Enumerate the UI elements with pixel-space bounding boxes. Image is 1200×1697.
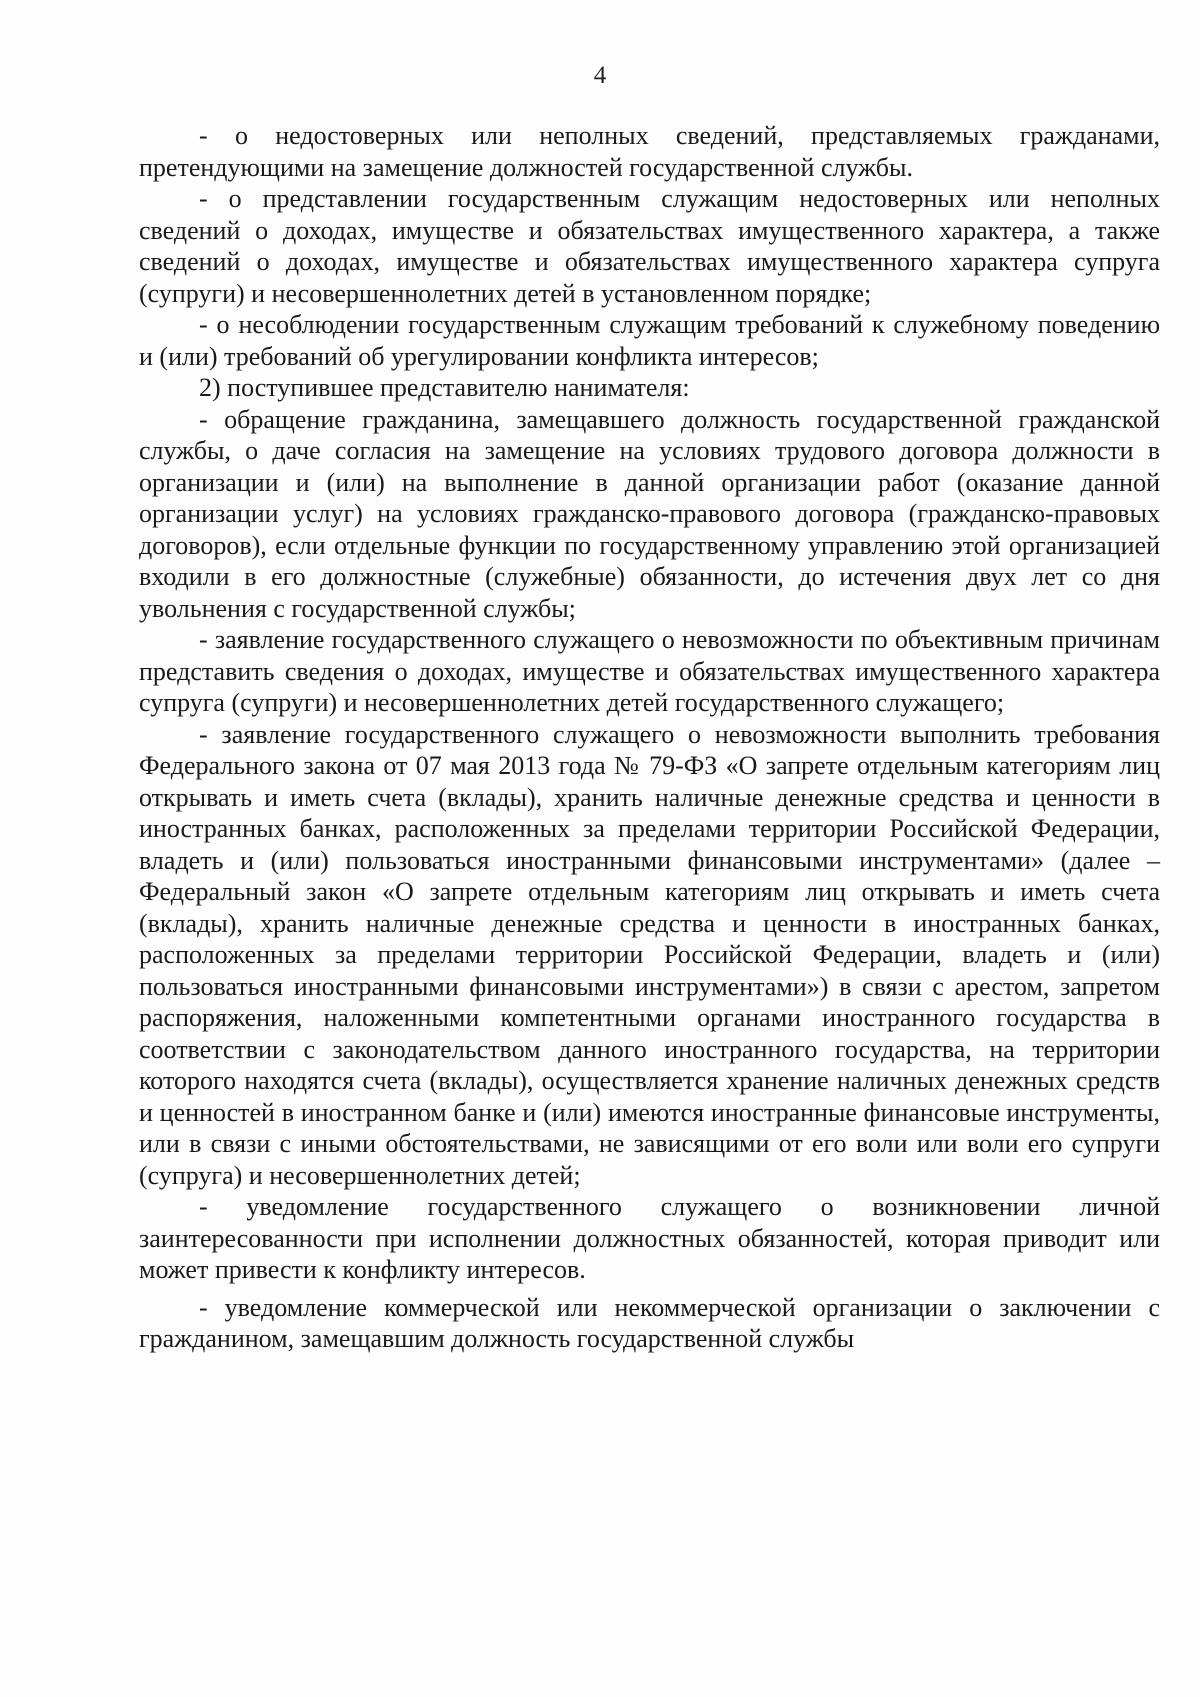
paragraph: - уведомление коммерческой или некоммерческой организации о заключении с гражданином, замещавшим должность государственной службы [139,1292,1160,1353]
paragraph: - о недостоверных или неполных сведений, представляемых гражданами, претендующими на замещение должностей государственной службы. [139,121,1160,182]
page-number: 4 [593,62,607,89]
paragraph: - заявление государственного служащего о невозможности по объективным причинам представить сведения о доходах, имуществе и обязательствах имущественного характера супруга (супруги) и несовершеннолетних детей государственного служащего; [139,625,1160,717]
paragraph: - обращение гражданина, замещавшего должность государственной гражданской службы, о даче согласия на замещение на условиях трудового договора должности в организации и (или) на выполнение в данной организации работ (оказание данной организации услуг) на условиях гражданско-правового договора (гражданско-правовых договоров), если отдельные функции по государственному управлению этой организацией входили в его должностные (служебные) обязанности, до истечения двух лет со дня увольнения с государственной службы; [139,404,1160,623]
paragraph: - заявление государственного служащего о невозможности выполнить требования Федерального закона от 07 мая 2013 года № 79-ФЗ «О запрете отдельным категориям лиц открывать и иметь счета (вклады), хранить наличные денежные средства и ценности в иностранных банках, расположенных за пределами территории Российской Федерации, владеть и (или) пользоваться иностранными финансовыми инструментами» (далее – Федеральный закон «О запрете отдельным категориям лиц открывать и иметь счета (вклады), хранить наличные денежные средства и ценности в иностранных банках, расположенных за пределами территории Российской Федерации, владеть и (или) пользоваться иностранными финансовыми инструментами») в связи с арестом, запретом распоряжения, наложенными компетентными органами иностранного государства в соответствии с законодательством данного иностранного государства, на территории которого находятся счета (вклады), осуществляется хранение наличных денежных средств и ценностей в иностранном банке и (или) имеются иностранные финансовые инструменты, или в связи с иными обстоятельствами, не зависящими от его воли или воли его супруги (супруга) и несовершеннолетних детей; [139,719,1160,1190]
paragraph: - о представлении государственным служащим недостоверных или неполных сведений о доходах, имуществе и обязательствах имущественного характера, а также сведений о доходах, имуществе и обязательствах имущественного характера супруга (супруги) и несовершеннолетних детей в установленном порядке; [139,184,1160,308]
paragraph: - уведомление государственного служащего о возникновении личной заинтересованности при исполнении должностных обязанностей, которая приводит или может привести к конфликту интересов. [139,1192,1160,1284]
paragraph: - о несоблюдении государственным служащим требований к служебному поведению и (или) требований об урегулировании конфликта интересов; [139,310,1160,371]
document-body [139,120,1160,1355]
paragraph: 2) поступившее представителю нанимателя: [199,373,690,402]
